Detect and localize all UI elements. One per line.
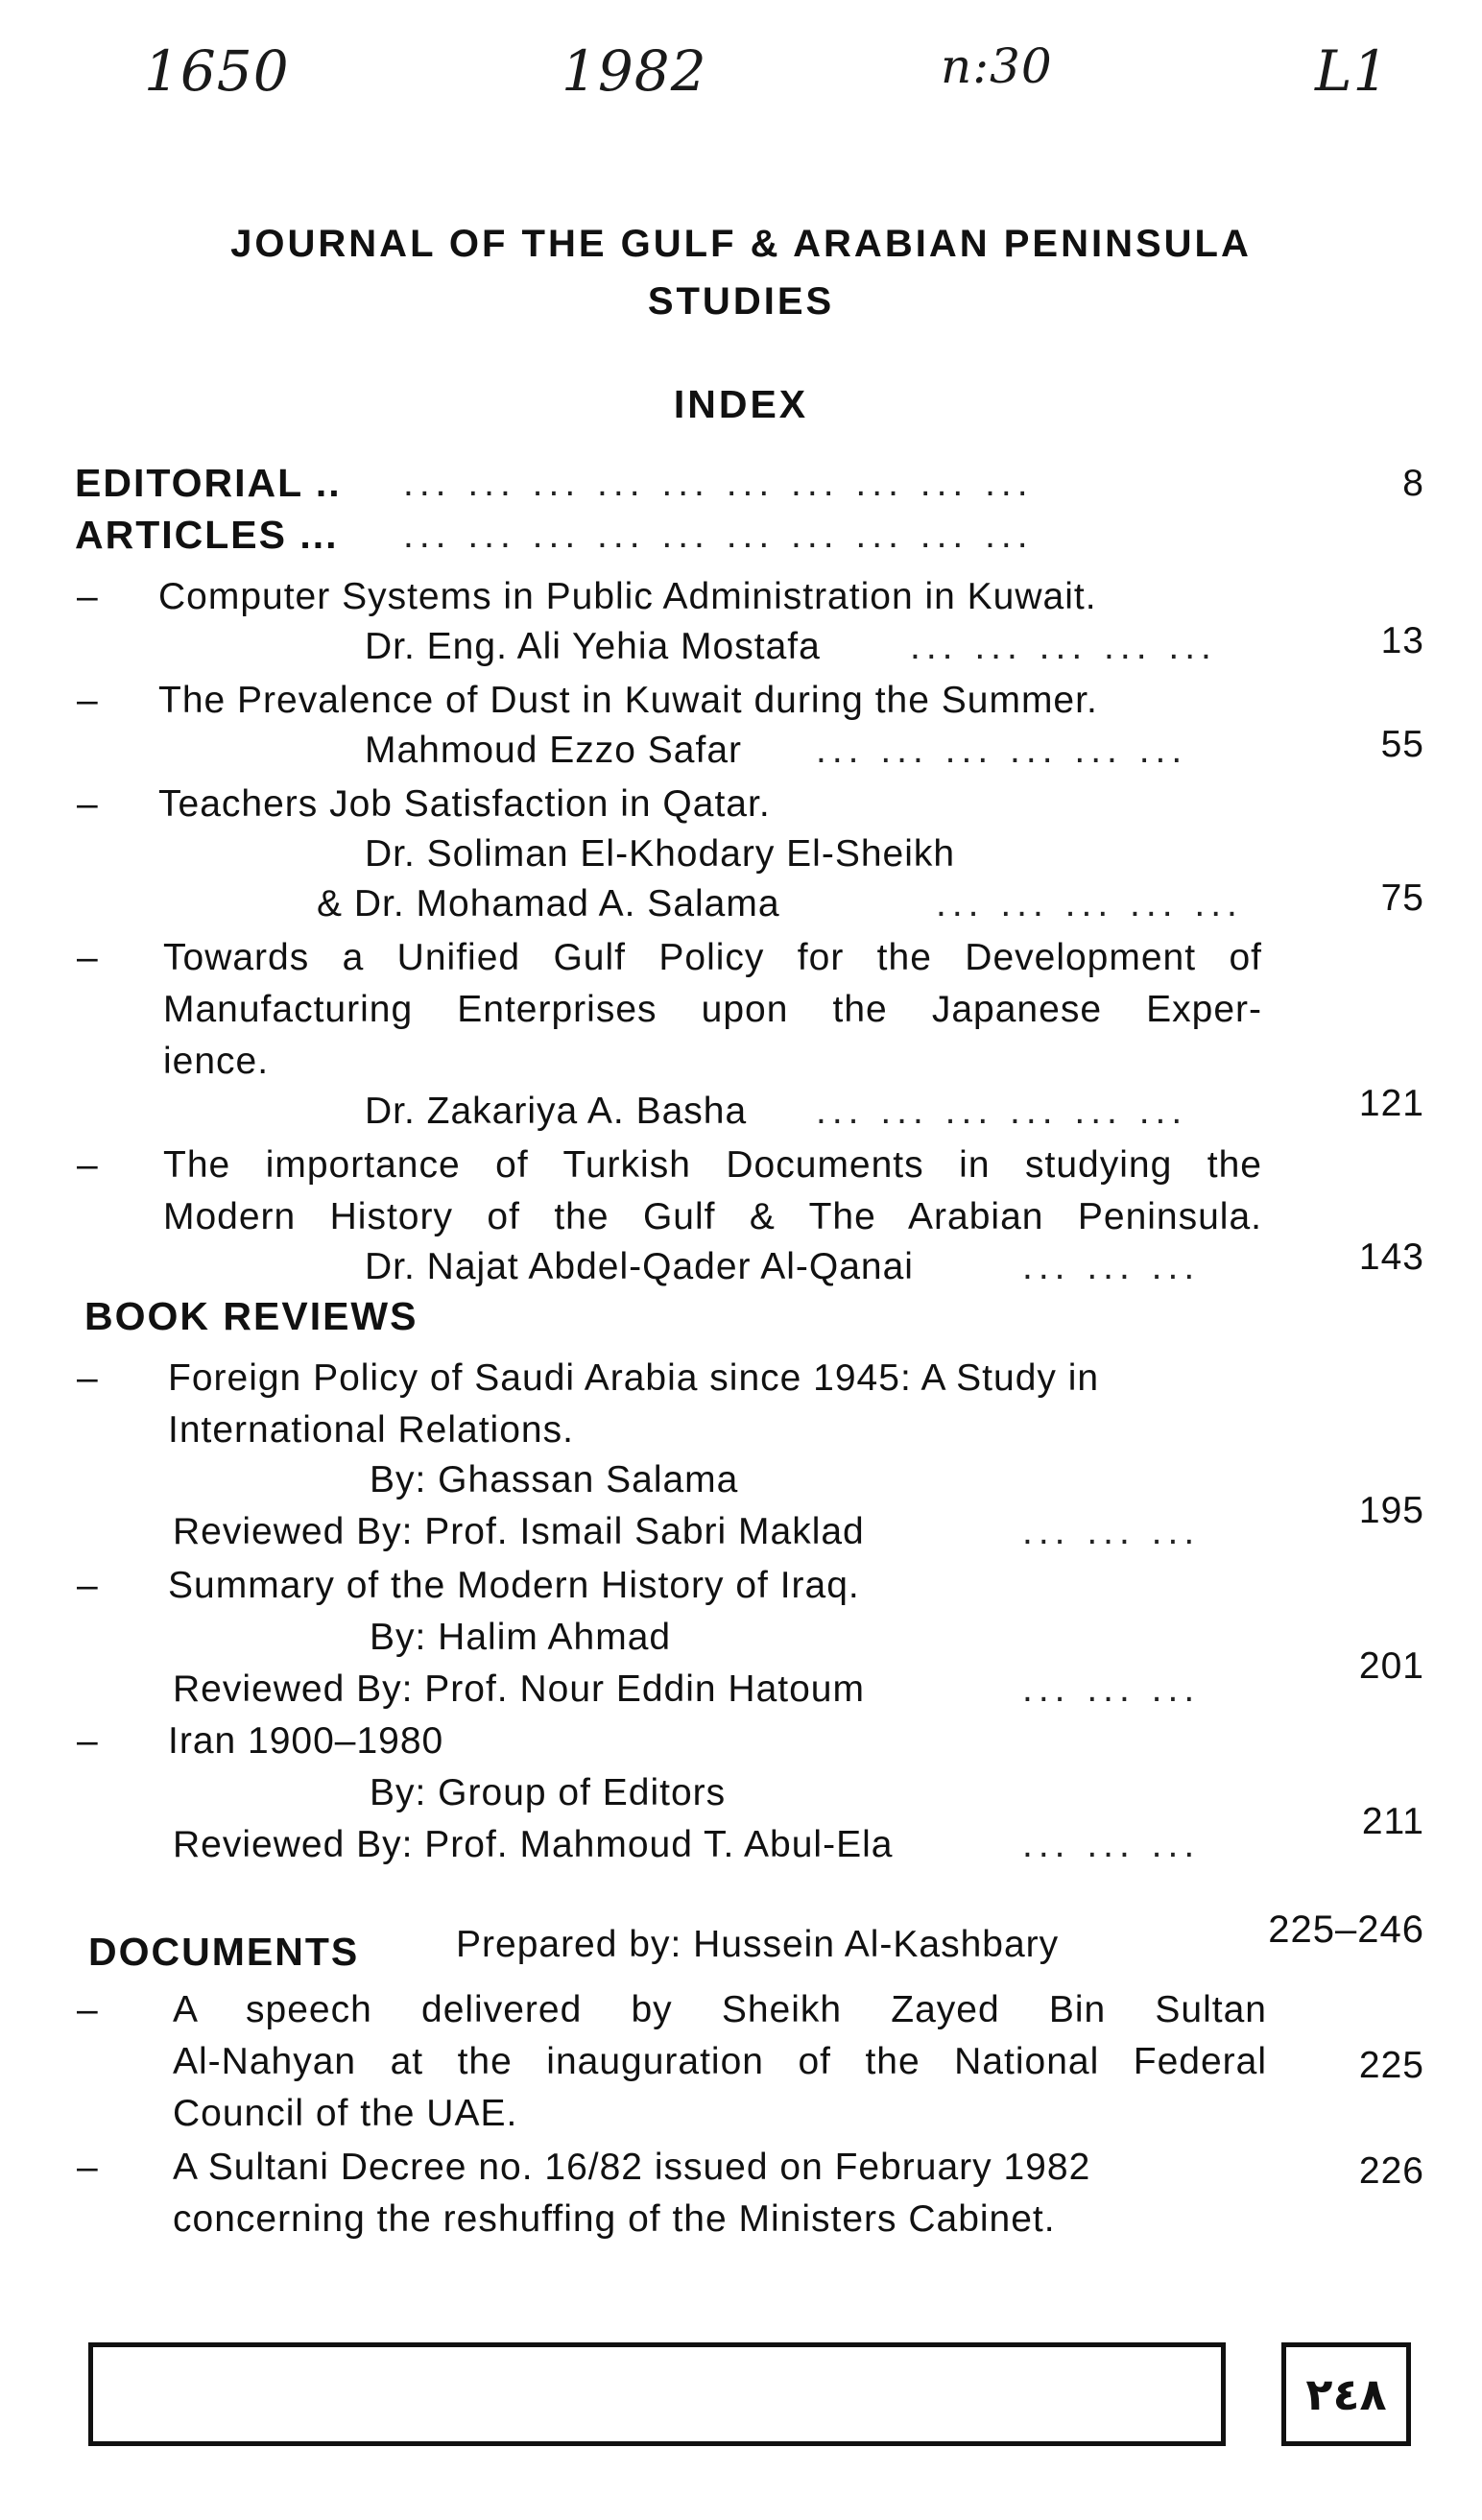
review-1-title-line1: Foreign Policy of Saudi Arabia since 1945: A Study in — [168, 1357, 1100, 1399]
article-4-title-line1: Towards a Unified Gulf Policy for the Development of — [163, 937, 1262, 978]
article-4-dots: ... ... ... ... ... ... — [816, 1091, 1188, 1132]
review-2-by: By: Halim Ahmad — [370, 1617, 672, 1658]
review-2-dash: – — [77, 1565, 98, 1606]
documents-heading: DOCUMENTS — [88, 1930, 360, 1974]
editorial-label: EDITORIAL .. — [75, 461, 342, 505]
review-1-dots: ... ... ... — [1022, 1511, 1201, 1552]
article-5-page: 143 — [1358, 1236, 1424, 1278]
review-2-dots: ... ... ... — [1022, 1668, 1201, 1710]
article-5-author: Dr. Najat Abdel-Qader Al-Qanai — [365, 1246, 914, 1287]
article-3-title: Teachers Job Satisfaction in Qatar. — [158, 783, 771, 825]
book-reviews-heading: BOOK REVIEWS — [84, 1294, 418, 1338]
article-1-title: Computer Systems in Public Administration in Kuwait. — [158, 576, 1097, 617]
article-2-dots: ... ... ... ... ... ... — [816, 730, 1188, 771]
article-3-author2: & Dr. Mohamad A. Salama — [317, 883, 780, 924]
document-2-line2: concerning the reshuffing of the Ministers Cabinet. — [173, 2198, 1056, 2240]
article-5-dots: ... ... ... — [1022, 1246, 1201, 1287]
journal-title-line2: STUDIES — [647, 280, 835, 323]
review-3-page: 211 — [1361, 1801, 1424, 1842]
footer-empty-box — [88, 2342, 1226, 2446]
article-5-dash: – — [77, 1144, 98, 1186]
article-2-page: 55 — [1380, 724, 1424, 765]
article-4-author: Dr. Zakariya A. Basha — [365, 1091, 748, 1132]
article-4-title-line2: Manufacturing Enterprises upon the Japanese Exper- — [163, 989, 1262, 1030]
document-2-dash: – — [77, 2147, 98, 2188]
review-3-by: By: Group of Editors — [370, 1772, 727, 1813]
journal-title-line1: JOURNAL OF THE GULF & ARABIAN PENINSULA — [230, 223, 1252, 265]
article-1-page: 13 — [1380, 620, 1424, 661]
document-1-dash: – — [77, 1989, 98, 2030]
handwritten-year: 1982 — [562, 38, 707, 104]
review-2-title: Summary of the Modern History of Iraq. — [168, 1565, 860, 1606]
review-3-dash: – — [77, 1720, 98, 1762]
articles-dots: ... ... ... ... ... ... ... ... ... ... — [403, 515, 1034, 556]
article-3-dots: ... ... ... ... ... — [936, 883, 1243, 924]
article-2-title: The Prevalence of Dust in Kuwait during the Summer. — [158, 680, 1098, 721]
documents-prepared-by: Prepared by: Hussein Al-Kashbary — [456, 1924, 1060, 1965]
handwritten-code: 1650 — [144, 38, 290, 104]
article-5-title-line2: Modern History of the Gulf & The Arabian Peninsula. — [163, 1196, 1262, 1237]
documents-page-range: 225–246 — [1268, 1908, 1424, 1951]
handwritten-number: n:30 — [941, 38, 1053, 94]
review-1-title-line2: International Relations. — [168, 1409, 574, 1451]
article-4-page: 121 — [1358, 1083, 1424, 1124]
review-1-page: 195 — [1358, 1490, 1424, 1531]
article-1-author: Dr. Eng. Ali Yehia Mostafa — [365, 626, 821, 667]
page-number: ٢٤٨ — [1305, 2368, 1387, 2420]
review-3-title: Iran 1900–1980 — [168, 1720, 444, 1762]
document-1-line2: Al-Nahyan at the inauguration of the National Federal — [173, 2041, 1267, 2082]
review-1-reviewed: Reviewed By: Prof. Ismail Sabri Maklad — [173, 1511, 865, 1552]
review-1-by: By: Ghassan Salama — [370, 1459, 739, 1500]
review-3-dots: ... ... ... — [1022, 1824, 1201, 1865]
document-1-line3: Council of the UAE. — [173, 2093, 518, 2134]
page-number-box — [1281, 2342, 1411, 2446]
articles-label: ARTICLES ... — [75, 513, 339, 557]
article-2-dash: – — [77, 680, 98, 721]
index-heading: INDEX — [673, 382, 809, 426]
editorial-dots: ... ... ... ... ... ... ... ... ... ... — [403, 463, 1034, 504]
article-2-author: Mahmoud Ezzo Safar — [365, 730, 743, 771]
review-2-page: 201 — [1358, 1645, 1424, 1687]
review-1-dash: – — [77, 1357, 98, 1399]
review-2-reviewed: Reviewed By: Prof. Nour Eddin Hatoum — [173, 1668, 865, 1710]
article-3-dash: – — [77, 783, 98, 825]
document-1-line1: A speech delivered by Sheikh Zayed Bin Sultan — [173, 1989, 1267, 2030]
review-3-reviewed: Reviewed By: Prof. Mahmoud T. Abul-Ela — [173, 1824, 894, 1865]
article-4-dash: – — [77, 937, 98, 978]
document-2-page: 226 — [1358, 2150, 1424, 2192]
article-5-title-line1: The importance of Turkish Documents in studying the — [163, 1144, 1262, 1186]
article-1-dash: – — [77, 576, 98, 617]
document-2-line1: A Sultani Decree no. 16/82 issued on February 1982 — [173, 2147, 1091, 2188]
handwritten-mark: L1 — [1315, 38, 1390, 104]
article-1-dots: ... ... ... ... ... — [910, 626, 1217, 667]
article-3-page: 75 — [1380, 877, 1424, 919]
article-3-author: Dr. Soliman El-Khodary El-Sheikh — [365, 833, 956, 875]
editorial-page: 8 — [1402, 463, 1424, 504]
article-4-title-line3: ience. — [163, 1041, 270, 1082]
document-1-page: 225 — [1358, 2045, 1424, 2086]
